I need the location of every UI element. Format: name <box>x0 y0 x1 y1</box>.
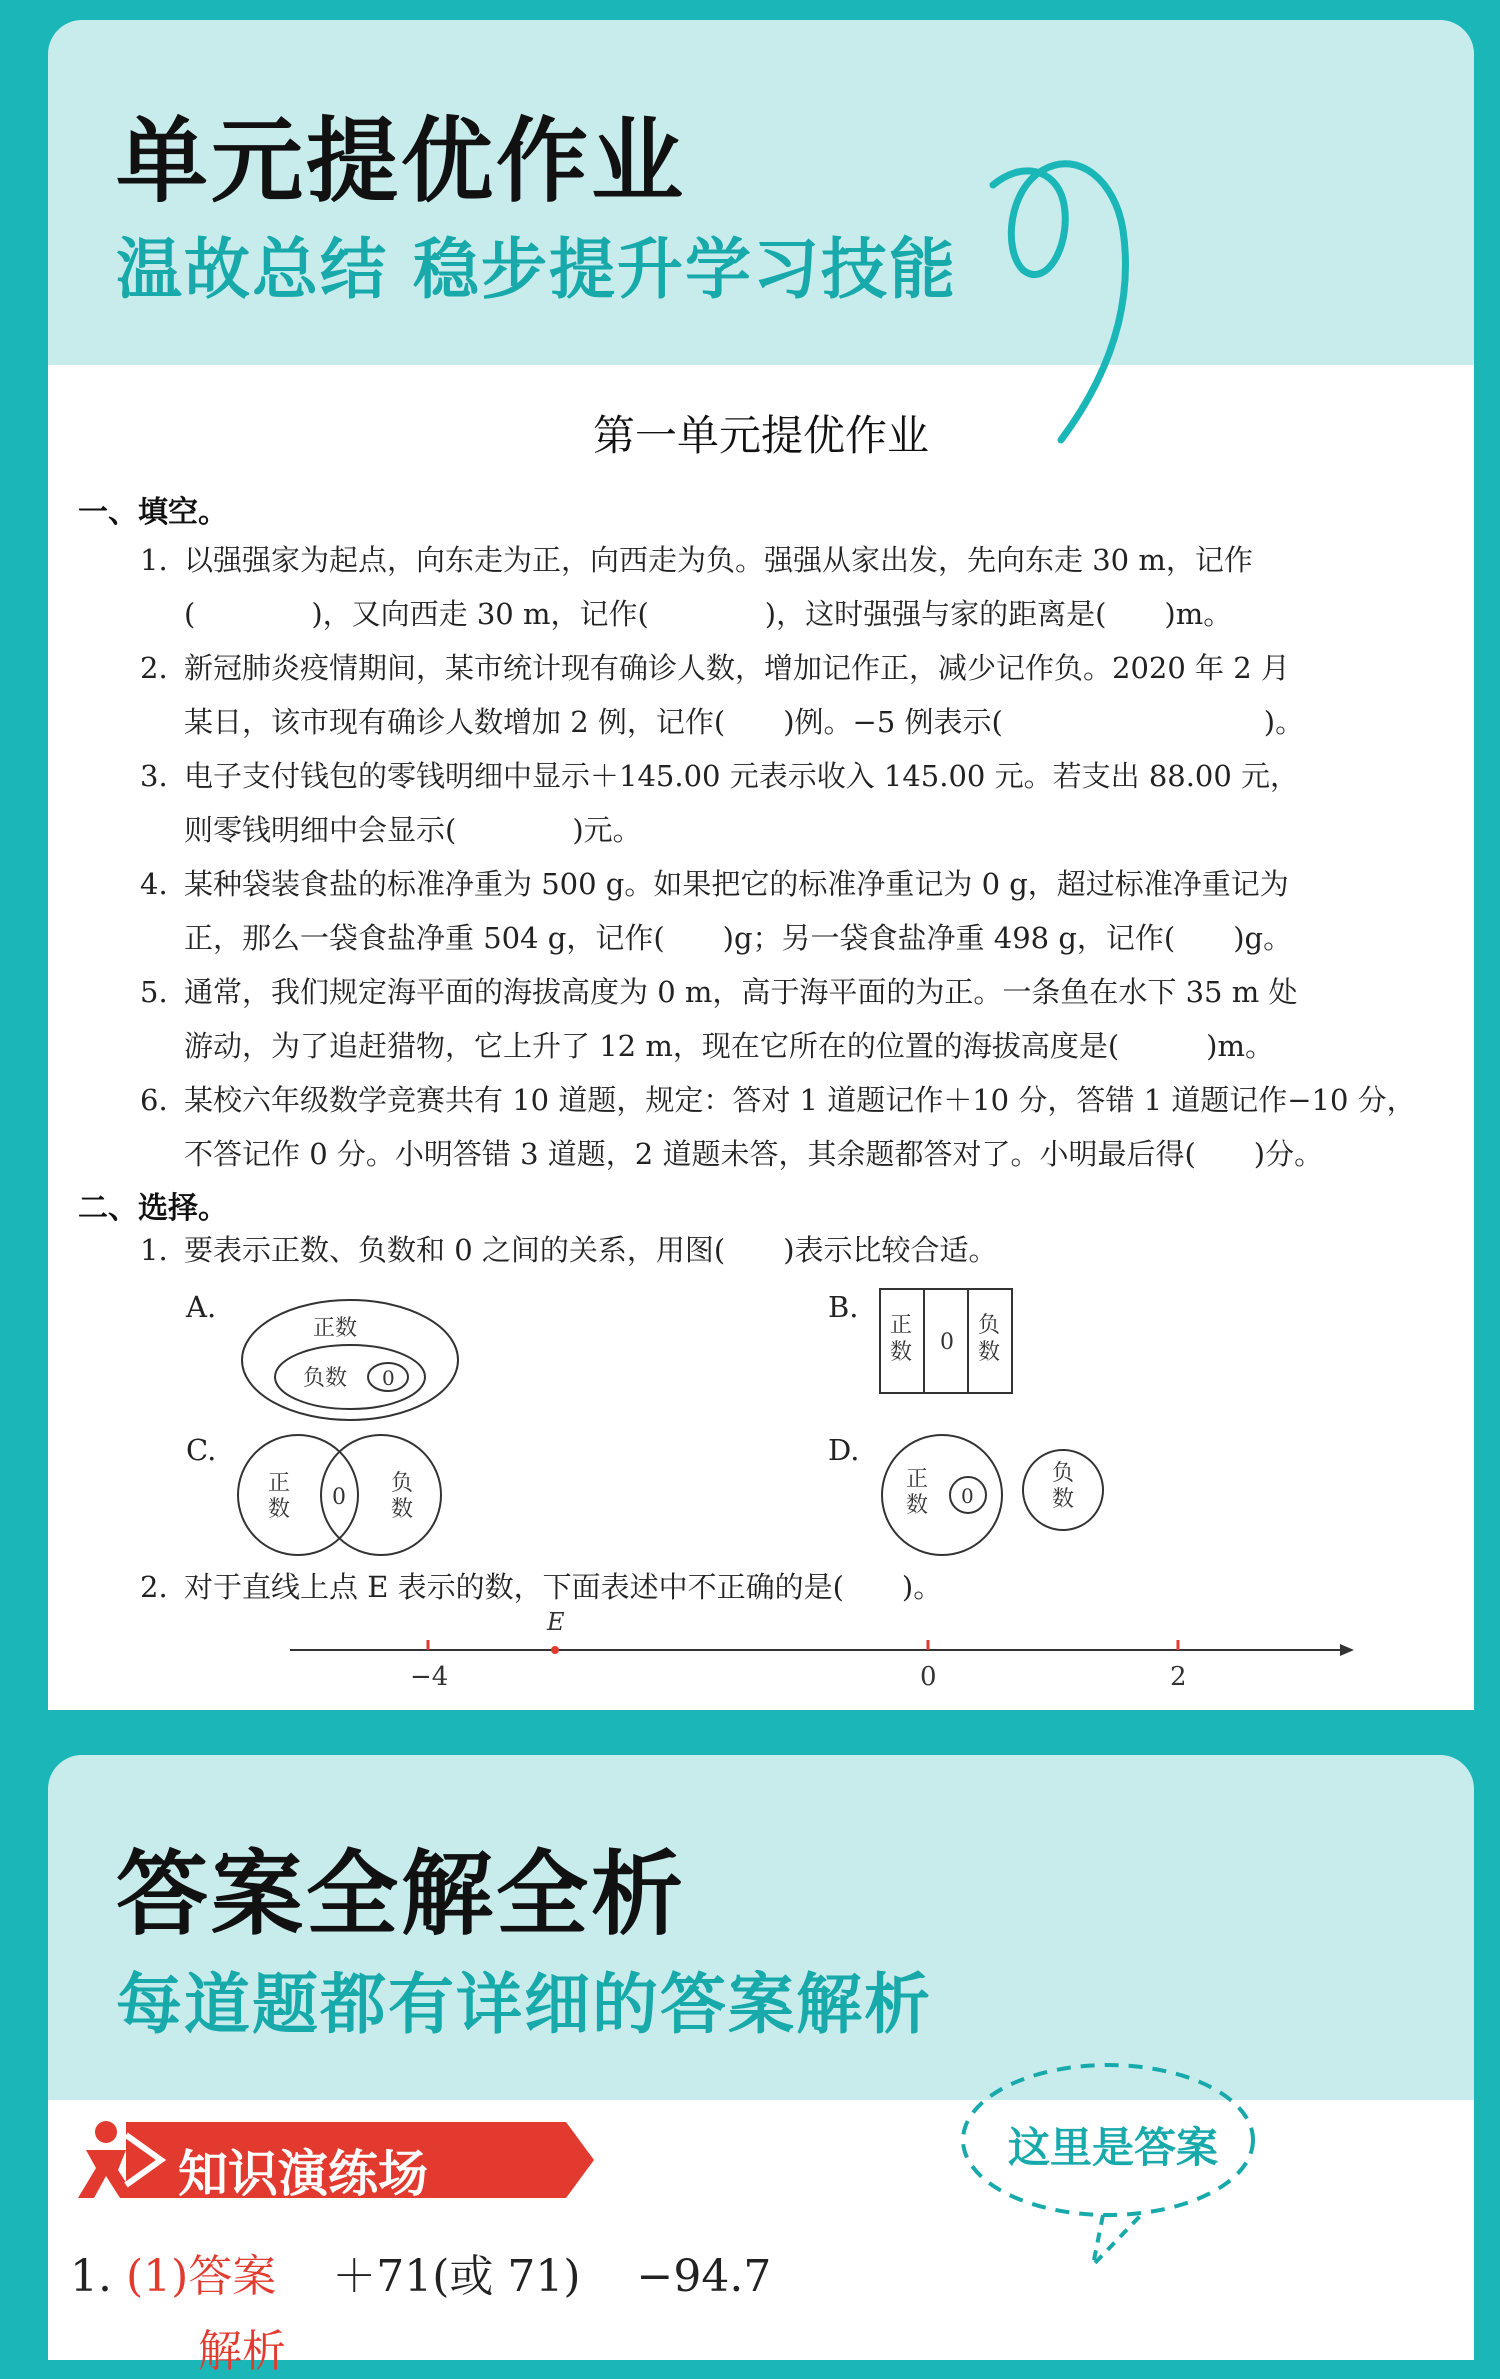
point-e-label: E <box>547 1608 565 1636</box>
section-subtitle: 温故总结 稳步提升学习技能 <box>116 231 957 308</box>
svg-text:数: 数 <box>906 1493 929 1518</box>
part2-heading: 二、选择。 <box>78 1191 228 1226</box>
svg-text:0: 0 <box>332 1485 346 1510</box>
answer-line: 1. (1)答案 ＋71(或 71) −94.7 <box>70 2251 772 2302</box>
section-title: 单元提优作业 <box>116 108 687 215</box>
option-b-label: B. <box>828 1290 859 1324</box>
answer-value-2: −94.7 <box>636 2251 772 2302</box>
point-e <box>551 1646 559 1654</box>
option-d-diagram <box>880 1430 1140 1560</box>
choice-question-2: 2. 对于直线上点 E 表示的数，下面表述中不正确的是( )。 <box>140 1570 943 1604</box>
svg-text:负: 负 <box>391 1471 414 1496</box>
svg-text:0: 0 <box>940 1330 954 1355</box>
svg-text:负: 负 <box>978 1313 1001 1338</box>
question-6: 6. 某校六年级数学竞赛共有 10 道题，规定：答对 1 道题记作＋10 分，答错 1 道题记作−10 分， 不答记作 0 分。小明答错 3 道题，2 道题未答，其余题都答对了。小明最后得( )分。 <box>140 1083 1416 1171</box>
number-line <box>290 1610 1360 1690</box>
option-a-label: A. <box>186 1290 217 1324</box>
question-1: 1. 以强强家为起点，向东走为正，向西走为负。强强从家出发，先向东走 30 m，记作 ( )，又向西走 30 m，记作( )，这时强强与家的距离是( )m。 <box>140 543 1253 631</box>
choice-question-1: 1. 要表示正数、负数和 0 之间的关系，用图( )表示比较合适。 <box>140 1233 998 1267</box>
worksheet-page <box>48 365 1474 1710</box>
question-4: 4. 某种袋装食盐的标准净重为 500 g。如果把它的标准净重记为 0 g，超过标准净重记为 正，那么一袋食盐净重 504 g，记作( )g；另一袋食盐净重 498 g，记作( )g。 <box>140 867 1293 955</box>
option-c-diagram <box>233 1430 448 1560</box>
svg-text:正: 正 <box>906 1467 929 1492</box>
question-2: 2. 新冠肺炎疫情期间，某市统计现有确诊人数，增加记作正，减少记作负。2020 年 2 月 某日，该市现有确诊人数增加 2 例，记作( )例。−5 例表示( )。 <box>140 651 1305 739</box>
tick-label: 0 <box>920 1662 937 1692</box>
bubble-text: 这里是答案 <box>1008 2123 1219 2172</box>
part1-heading: 一、填空。 <box>78 495 228 530</box>
svg-text:数: 数 <box>890 1340 913 1365</box>
answer-value-1: ＋71(或 71) <box>332 2251 581 2302</box>
svg-text:数: 数 <box>1052 1487 1075 1512</box>
swirl-decoration <box>983 140 1173 440</box>
a-positive-text: 正数 <box>313 1316 358 1341</box>
question-3: 3. 电子支付钱包的零钱明细中显示＋145.00 元表示收入 145.00 元。若支出 88.00 元， 则零钱明细中会显示( )元。 <box>140 759 1300 847</box>
option-c-label: C. <box>186 1433 217 1467</box>
svg-text:0: 0 <box>961 1484 974 1508</box>
answer-page <box>48 2100 1474 2377</box>
svg-text:数: 数 <box>391 1497 414 1522</box>
svg-text:正: 正 <box>268 1471 291 1496</box>
a-zero-text: 0 <box>382 1366 395 1390</box>
a-negative-text: 负数 <box>303 1366 348 1391</box>
svg-text:正: 正 <box>890 1313 913 1338</box>
option-b-diagram <box>878 1287 1018 1397</box>
worksheet-title: 第一单元提优作业 <box>592 411 929 460</box>
tick-label: 2 <box>1170 1662 1187 1692</box>
analysis-tag: 解析 <box>198 2326 286 2377</box>
tick-label: −4 <box>410 1662 449 1692</box>
answer-tag: (1)答案 <box>125 2251 277 2302</box>
svg-text:负: 负 <box>1052 1461 1075 1486</box>
section-title: 答案全解全析 <box>116 1841 687 1948</box>
banner-label: 知识演练场 <box>178 2145 428 2203</box>
question-5: 5. 通常，我们规定海平面的海拔高度为 0 m，高于海平面的为正。一条鱼在水下 35 m 处 游动，为了追赶猎物，它上升了 12 m，现在它所在的位置的海拔高度是( )m。 <box>140 975 1298 1063</box>
svg-text:数: 数 <box>268 1497 291 1522</box>
homework-card <box>48 20 1474 1710</box>
answer-card <box>48 1755 1474 2377</box>
section-subtitle: 每道题都有详细的答案解析 <box>116 1966 932 2043</box>
option-d-label: D. <box>828 1433 860 1467</box>
option-a-diagram <box>238 1295 463 1425</box>
svg-text:数: 数 <box>978 1340 1001 1365</box>
